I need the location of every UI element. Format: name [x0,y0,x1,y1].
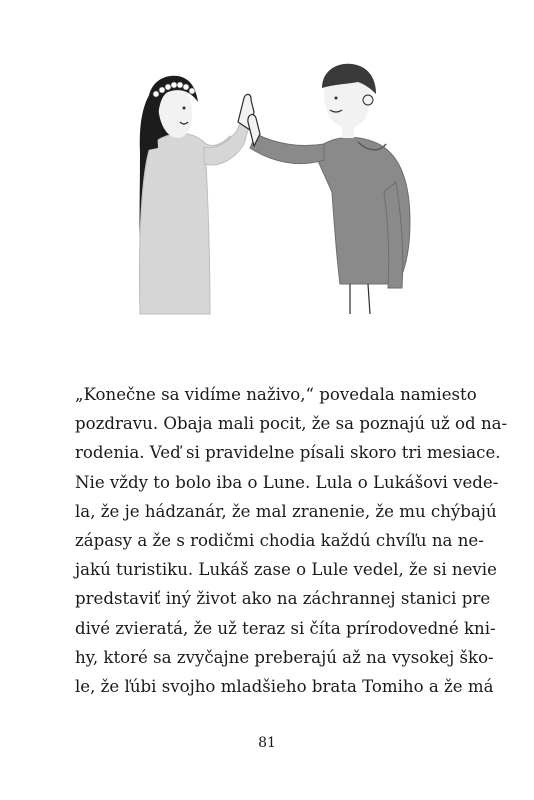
boy-figure [248,64,410,314]
text-line: la, že je hádzanár, že mal zranenie, že mu chýbajú [75,501,497,521]
text-line: le, že ľúbi svojho mladšieho brata Tomiho a že má [75,676,494,696]
girl-figure [139,76,254,314]
text-line: hy, ktoré sa zvyčajne preberajú až na vysokej ško- [75,647,494,667]
text-line: divé zvieratá, že už teraz si číta prírodovedné kni- [75,618,496,638]
text-line: zápasy a že s rodičmi chodia každú chvíľu na ne- [75,530,484,550]
text-line: Nie vždy to bolo iba o Lune. Lula o Lukášovi vede- [75,472,499,492]
body-text [75,380,508,701]
text-line: „Konečne sa vidíme naživo,“ povedala namiesto [75,385,477,404]
page-number: 81 [258,735,276,751]
text-line: jakú turistiku. Lukáš zase o Lule vedel, že si nevie [75,560,497,580]
text-line: predstaviť iný život ako na záchrannej stanici pre [75,589,491,609]
high-five-illustration [118,52,434,322]
text-line: rodenia. Veď si pravidelne písali skoro tri mesiace. [75,443,501,463]
text-line: pozdravu. Obaja mali pocit, že sa poznajú už od na- [75,414,508,434]
